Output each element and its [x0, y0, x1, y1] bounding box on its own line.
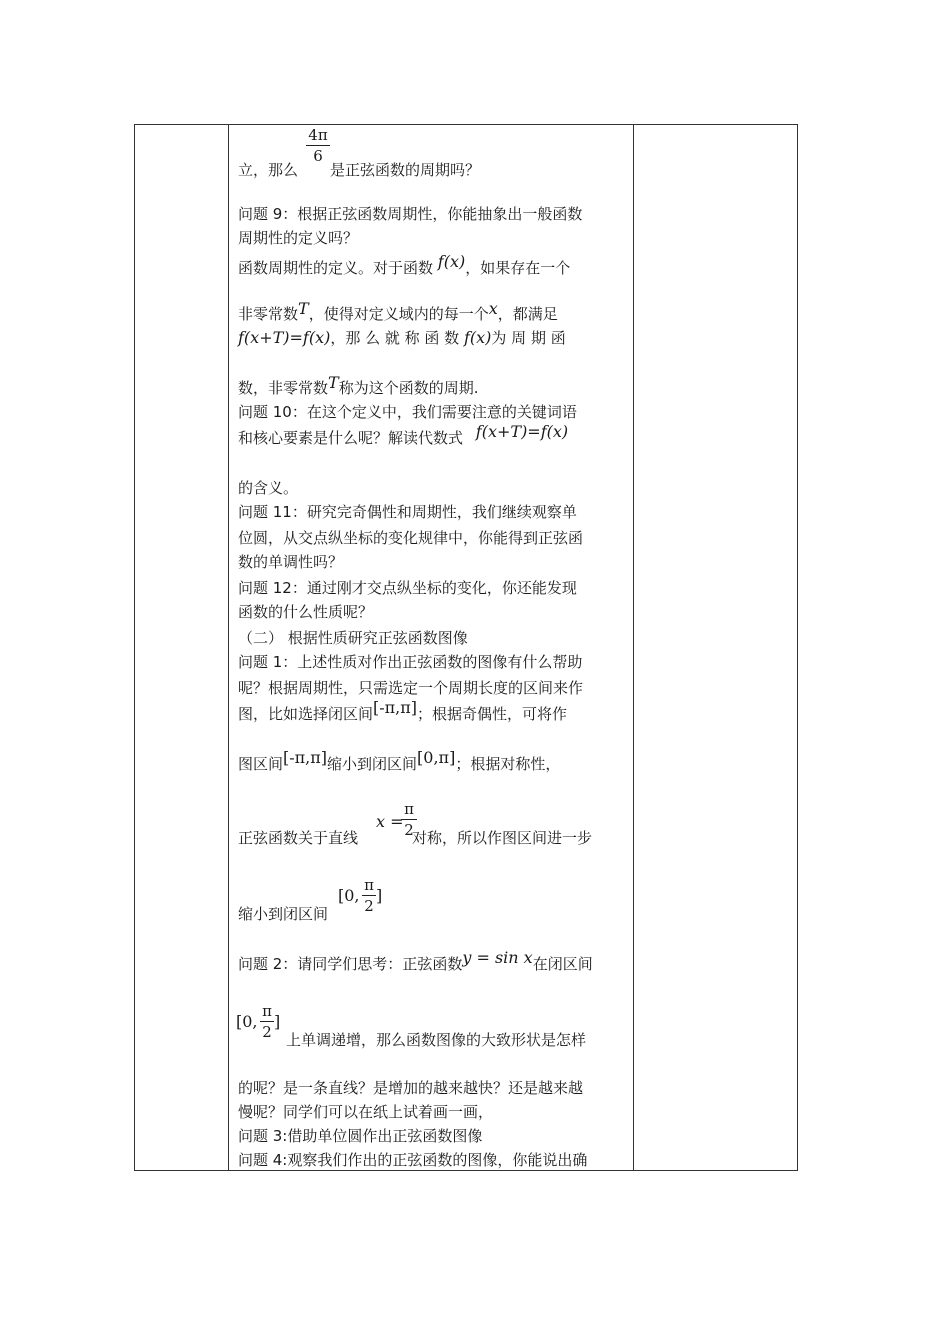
definition-line2: 非零常数T，使得对定义域内的每一个x，都满足	[238, 299, 558, 323]
part2-q2-line4: 慢呢？同学们可以在纸上试着画一画，	[238, 1103, 494, 1121]
column-divider-1	[228, 125, 229, 1170]
question-12-line2: 函数的什么性质呢？	[238, 603, 374, 621]
interval-close: ]	[274, 1012, 281, 1031]
math-x-equals: x =	[376, 812, 404, 831]
part2-q1-line5: 正弦函数关于直线 对称，所以作图区间进一步	[238, 829, 593, 847]
part2-q2-line1: 问题 2：请同学们思考：正弦函数y = sin x在闭区间	[238, 948, 593, 973]
question-9-line1: 问题 9：根据正弦函数周期性，你能抽象出一般函数	[238, 205, 583, 223]
definition-line4: 数，非零常数T称为这个函数的周期.	[238, 373, 479, 397]
fraction-4pi-over-6: 4π 6	[306, 126, 330, 165]
part2-q1-line1: 问题 1：上述性质对作出正弦函数的图像有什么帮助	[238, 653, 583, 671]
part2-q2-line3: 的呢？是一条直线？是增加的越来越快？还是越来越	[238, 1079, 584, 1097]
text-line: 立，那么 是正弦函数的周期吗？	[238, 161, 481, 179]
question-11-line3: 数的单调性吗？	[238, 553, 344, 571]
question-12-line1: 问题 12：通过刚才交点纵坐标的变化，你还能发现	[238, 579, 577, 597]
interval-open: [0,	[236, 1012, 258, 1031]
section-heading: （二） 根据性质研究正弦函数图像	[238, 629, 468, 647]
part2-q4: 问题 4:观察我们作出的正弦函数的图像，你能说出确	[238, 1151, 588, 1169]
question-10-line1: 问题 10：在这个定义中，我们需要注意的关键词语	[238, 403, 577, 421]
part2-q1-line6: 缩小到闭区间	[238, 905, 329, 923]
interval-close: ]	[376, 886, 383, 905]
question-10-line3: 的含义。	[238, 479, 299, 497]
fraction-pi-over-2: π 2	[401, 800, 417, 839]
interval-open: [0,	[338, 886, 360, 905]
part2-q1-line3: 图，比如选择闭区间[-π,π]；根据奇偶性，可将作	[238, 698, 568, 723]
question-11-line1: 问题 11：研究完奇偶性和周期性，我们继续观察单	[238, 503, 577, 521]
question-11-line2: 位圆，从交点纵坐标的变化规律中，你能得到正弦函	[238, 529, 584, 547]
definition-line3: f(x+T)=f(x)，那 么 就 称 函 数 f(x)为 周 期 函	[238, 328, 566, 347]
fraction-pi-over-2: π 2	[362, 876, 376, 915]
part2-q2-line2: 上单调递增，那么函数图像的大致形状是怎样	[286, 1031, 587, 1049]
definition-line1: 函数周期性的定义。对于函数 f(x)，如果存在一个	[238, 252, 571, 277]
part2-q1-line4: 图区间[-π,π]缩小到闭区间[0,π]；根据对称性，	[238, 748, 561, 773]
column-divider-2	[633, 125, 634, 1170]
part2-q1-line2: 呢？根据周期性，只需选定一个周期长度的区间来作	[238, 679, 584, 697]
question-10-line2: 和核心要素是什么呢？解读代数式 f(x+T)=f(x)	[238, 422, 569, 447]
fraction-pi-over-2: π 2	[260, 1002, 274, 1041]
part2-q3: 问题 3:借助单位圆作出正弦函数图像	[238, 1127, 483, 1145]
question-9-line2: 周期性的定义吗？	[238, 229, 359, 247]
